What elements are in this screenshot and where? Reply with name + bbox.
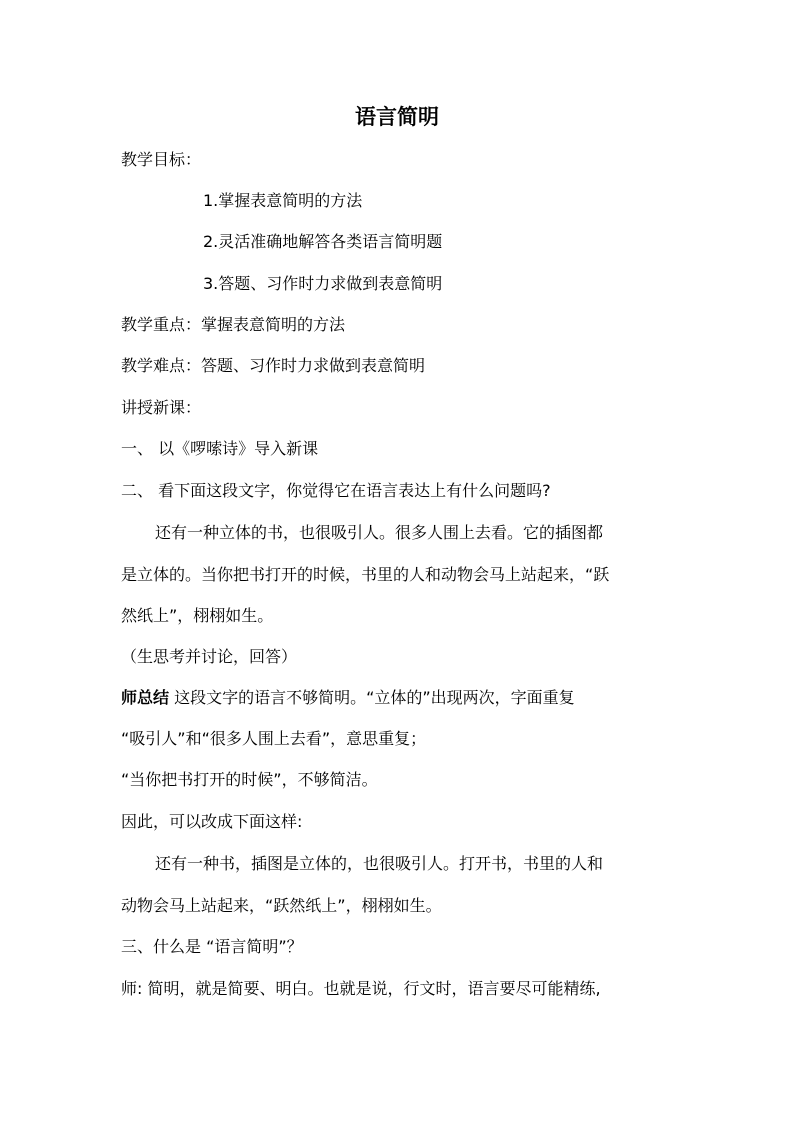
document-title: 语言简明 (355, 105, 439, 129)
summary-label: 师总结 (121, 688, 170, 707)
teacher-line: 师: 简明，就是简要、明白。也就是说，行文时，语言要尽可能精练, (121, 979, 601, 998)
objective-item-2: 2.灵活准确地解答各类语言简明题 (203, 232, 443, 251)
section-3-heading: 三、什么是 “语言简明”？ (121, 937, 303, 956)
discussion-note: （生思考并讨论，回答） (121, 647, 298, 666)
new-lesson-label: 讲授新课： (121, 398, 202, 417)
summary-line-2: “吸引人”和“很多人围上去看”，意思重复； (121, 729, 427, 748)
key-point: 教学重点：掌握表意简明的方法 (121, 315, 346, 334)
difficulty: 教学难点：答题、习作时力求做到表意简明 (121, 356, 426, 375)
summary-line (121, 686, 575, 710)
section-1-heading: 一、 以《啰嗦诗》导入新课 (121, 439, 319, 458)
passage-1-line-2: 是立体的。当你把书打开的时候，书里的人和动物会马上站起来，“跃 (121, 565, 610, 584)
passage-2-line-2: 动物会马上站起来，“跃然纸上”，栩栩如生。 (121, 896, 442, 915)
objectives-label: 教学目标： (121, 150, 202, 169)
passage-2-line-1: 还有一种书，插图是立体的，也很吸引人。打开书，书里的人和 (155, 854, 604, 873)
summary-line-3: “当你把书打开的时候”，不够简洁。 (121, 770, 378, 789)
section-2-heading: 二、 看下面这段文字，你觉得它在语言表达上有什么问题吗? (121, 481, 551, 500)
passage-1-line-1: 还有一种立体的书，也很吸引人。很多人围上去看。它的插图都 (155, 523, 604, 542)
objective-item-1: 1.掌握表意简明的方法 (203, 191, 363, 210)
summary-text: 这段文字的语言不够简明。“立体的”出现两次，字面重复 (169, 688, 575, 707)
passage-1-line-3: 然纸上”，栩栩如生。 (121, 606, 274, 625)
objective-item-3: 3.答题、习作时力求做到表意简明 (203, 274, 443, 293)
therefore-line: 因此，可以改成下面这样: (121, 812, 303, 831)
